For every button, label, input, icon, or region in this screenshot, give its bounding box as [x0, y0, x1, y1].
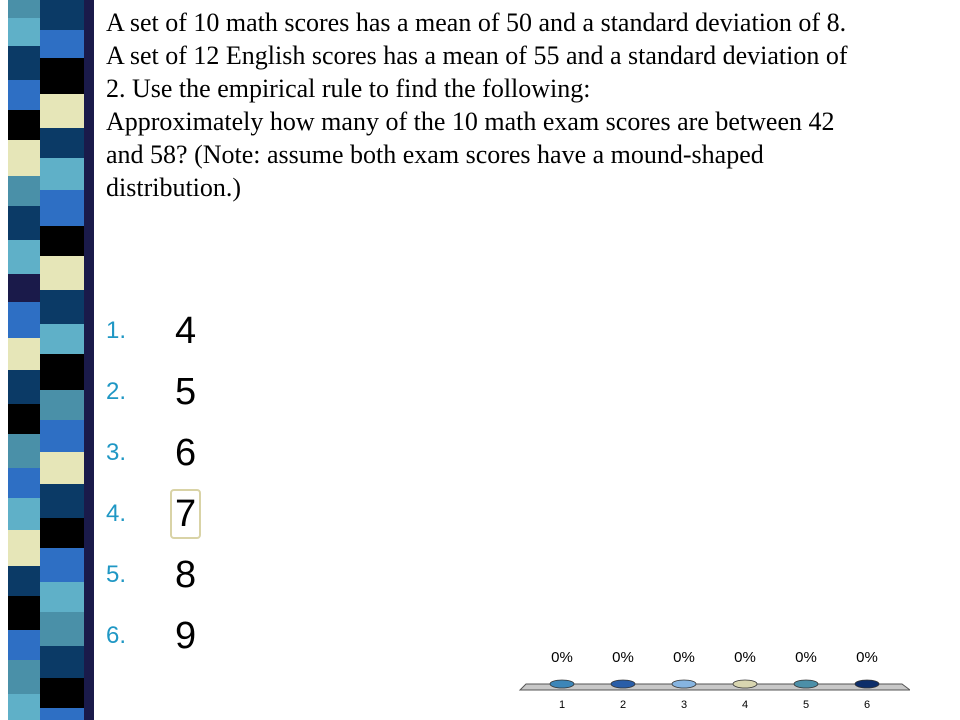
- chart-category-label: 3: [680, 699, 688, 711]
- stripe-block: [40, 518, 84, 548]
- answer-number: 5.: [106, 560, 127, 588]
- answer-option-5[interactable]: [106, 544, 201, 605]
- answer-option-4[interactable]: [106, 483, 201, 544]
- stripe-block: [40, 612, 84, 646]
- stripe-block: [8, 694, 40, 720]
- stripe-block: [40, 158, 84, 190]
- decorative-stripe-bar: [0, 0, 108, 720]
- stripe-block: [8, 434, 40, 468]
- stripe-block: [8, 630, 40, 660]
- stripe-block: [8, 498, 40, 530]
- stripe-block: [40, 30, 84, 58]
- chart-data-label: 0%: [856, 649, 878, 666]
- answer-option-6[interactable]: [106, 605, 201, 666]
- stripe-block: [8, 0, 40, 18]
- stripe-block: [8, 370, 40, 404]
- stripe-edge: [94, 0, 106, 720]
- chart-bar-base: [672, 680, 696, 688]
- chart-category-label: 1: [558, 699, 566, 711]
- stripe-block: [40, 420, 84, 452]
- stripe-block: [8, 404, 40, 434]
- stripe-block: [40, 94, 84, 128]
- answer-number: 1.: [106, 316, 127, 344]
- chart-category-label: 2: [619, 699, 627, 711]
- stripe-block: [8, 18, 40, 46]
- stripe-block: [40, 484, 84, 518]
- chart-data-label: 0%: [673, 649, 695, 666]
- stripe-block: [40, 324, 84, 354]
- stripe-block: [8, 596, 40, 630]
- stripe-block: [8, 110, 40, 140]
- answer-value: 6: [175, 431, 197, 474]
- stripe-block: [40, 190, 84, 226]
- stripe-block: [8, 46, 40, 80]
- chart-data-label: 0%: [551, 649, 573, 666]
- stripe-block: [40, 256, 84, 290]
- stripe-block: [8, 80, 40, 110]
- stripe-block: [40, 582, 84, 612]
- stripe-block: [40, 390, 84, 420]
- chart-bar-base: [794, 680, 818, 688]
- answer-value: 5: [175, 370, 197, 413]
- stripe-block: [40, 708, 84, 720]
- stripe-block: [40, 226, 84, 256]
- chart-category-label: 5: [802, 699, 810, 711]
- answer-number: 3.: [106, 438, 127, 466]
- stripe-block: [8, 176, 40, 206]
- stripe-block: [40, 548, 84, 582]
- answer-list: [106, 300, 201, 666]
- chart-bar-base: [855, 680, 879, 688]
- chart-bar-base: [733, 680, 757, 688]
- stripe-block: [40, 0, 84, 30]
- chart-data-label: 0%: [734, 649, 756, 666]
- stripe-block: [8, 302, 40, 338]
- stripe-block: [40, 646, 84, 678]
- answer-value: 9: [175, 614, 197, 657]
- answer-option-3[interactable]: [106, 422, 201, 483]
- chart-baseline: [520, 684, 910, 690]
- stripe-block: [8, 240, 40, 274]
- stripe-block: [8, 206, 40, 240]
- chart-data-label: 0%: [795, 649, 817, 666]
- stripe-block: [8, 566, 40, 596]
- answer-value: 4: [175, 309, 197, 352]
- stripe-block: [8, 530, 40, 566]
- stripe-block: [40, 452, 84, 484]
- stripe-block: [40, 354, 84, 390]
- stripe-block: [8, 140, 40, 176]
- stripe-block: [84, 0, 94, 720]
- answer-option-2[interactable]: [106, 361, 201, 422]
- stripe-block: [40, 290, 84, 324]
- stripe-block: [40, 58, 84, 94]
- stripe-block: [8, 338, 40, 370]
- answer-number: 6.: [106, 621, 127, 649]
- chart-data-label: 0%: [612, 649, 634, 666]
- answer-value: 8: [175, 553, 197, 596]
- stripe-block: [40, 678, 84, 708]
- response-results-chart: [518, 646, 910, 720]
- stripe-block: [8, 468, 40, 498]
- answer-value-highlighted: 7: [170, 489, 201, 539]
- question-text: A set of 10 math scores has a mean of 50 and a standard deviation of 8. A set of 12 English scores has a mean of 55 and a standard deviation of 2. Use the empirical rule to find the following: Approximately how many of the 10 math exam scores are between 42 and 58? (Note: assume both exam scores have a mound-shaped distribution.): [106, 8, 848, 202]
- chart-bar-base: [550, 680, 574, 688]
- answer-number: 4.: [106, 499, 127, 527]
- stripe-block: [8, 660, 40, 694]
- answer-number: 2.: [106, 377, 127, 405]
- stripe-block: [40, 128, 84, 158]
- chart-category-label: 6: [863, 699, 871, 711]
- chart-bar-base: [611, 680, 635, 688]
- stripe-block: [8, 274, 40, 302]
- answer-option-1[interactable]: [106, 300, 201, 361]
- chart-category-label: 4: [741, 699, 749, 711]
